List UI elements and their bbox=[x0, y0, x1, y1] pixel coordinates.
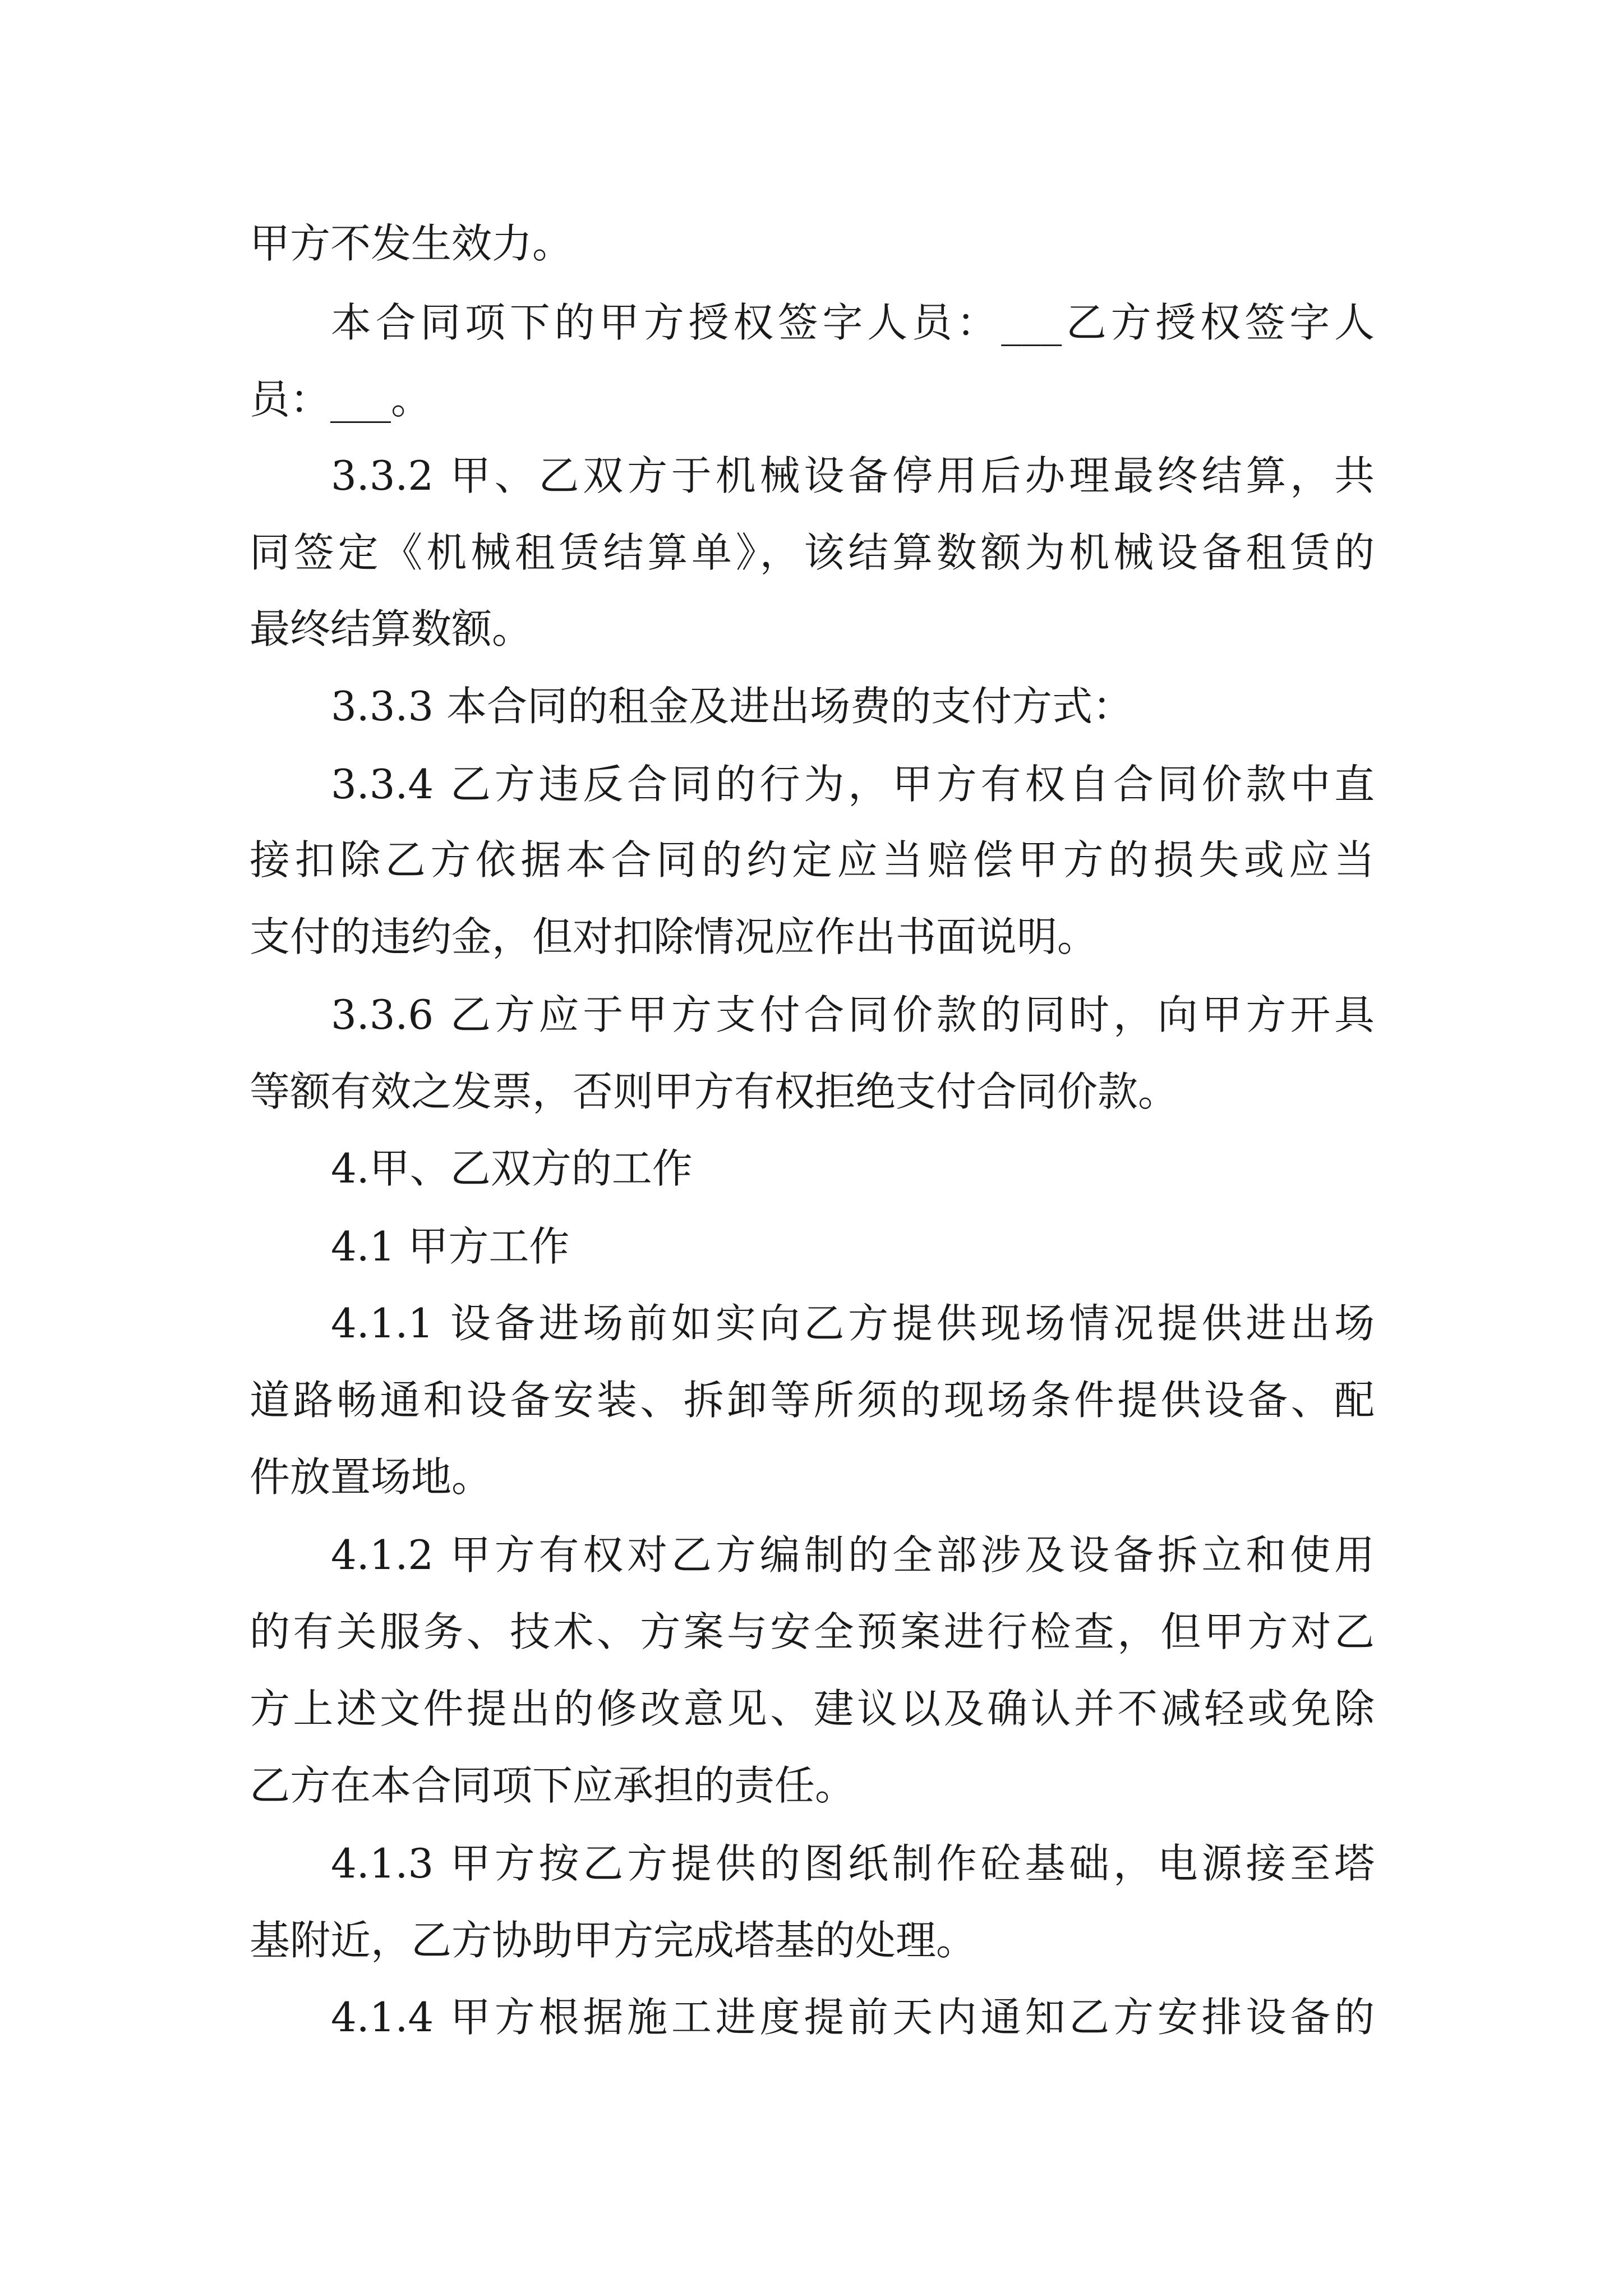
text-line: 4.甲、乙双方的工作 bbox=[331, 1145, 693, 1192]
text-line: 4.1.2 甲方有权对乙方编制的全部涉及设备拆立和使用 bbox=[331, 1531, 1375, 1579]
text-line: 道路畅通和设备安装、拆卸等所须的现场条件提供设备、配 bbox=[250, 1377, 1375, 1424]
text-line: 3.3.2 甲、乙双方于机械设备停用后办理最终结算，共 bbox=[331, 452, 1375, 499]
text-line: 3.3.3 本合同的租金及进出场费的支付方式： bbox=[331, 683, 1133, 730]
text-line: 4.1 甲方工作 bbox=[331, 1223, 570, 1270]
text-line: 同签定《机械租赁结算单》，该结算数额为机械设备租赁的 bbox=[250, 529, 1375, 576]
text-line: 的有关服务、技术、方案与安全预案进行检查，但甲方对乙 bbox=[250, 1608, 1375, 1655]
text-line: 乙方在本合同项下应承担的责任。 bbox=[250, 1762, 856, 1809]
text-line: 等额有效之发票，否则甲方有权拒绝支付合同价款。 bbox=[250, 1068, 1179, 1115]
text-line: 甲方不发生效力。 bbox=[250, 220, 573, 267]
text-line: 件放置场地。 bbox=[250, 1453, 492, 1501]
text-line: 接扣除乙方依据本合同的约定应当赔偿甲方的损失或应当 bbox=[250, 836, 1375, 884]
text-line: 3.3.4 乙方违反合同的行为，甲方有权自合同价款中直 bbox=[331, 761, 1375, 808]
text-line: 4.1.1 设备进场前如实向乙方提供现场情况提供进出场 bbox=[331, 1300, 1375, 1347]
text-line: 4.1.4 甲方根据施工进度提前天内通知乙方安排设备的 bbox=[331, 1994, 1375, 2041]
text-line: 最终结算数额。 bbox=[250, 605, 533, 652]
text-line: 4.1.3 甲方按乙方提供的图纸制作砼基础，电源接至塔 bbox=[331, 1840, 1375, 1887]
text-line: 3.3.6 乙方应于甲方支付合同价款的同时，向甲方开具 bbox=[331, 991, 1375, 1038]
text-line: 基附近，乙方协助甲方完成塔基的处理。 bbox=[250, 1917, 977, 1964]
text-line: 员：___。 bbox=[250, 376, 432, 423]
text-line: 本合同项下的甲方授权签字人员：___乙方授权签字人 bbox=[331, 299, 1375, 346]
text-line: 方上述文件提出的修改意见、建议以及确认并不减轻或免除 bbox=[250, 1685, 1375, 1732]
text-line: 支付的违约金，但对扣除情况应作出书面说明。 bbox=[250, 913, 1098, 960]
